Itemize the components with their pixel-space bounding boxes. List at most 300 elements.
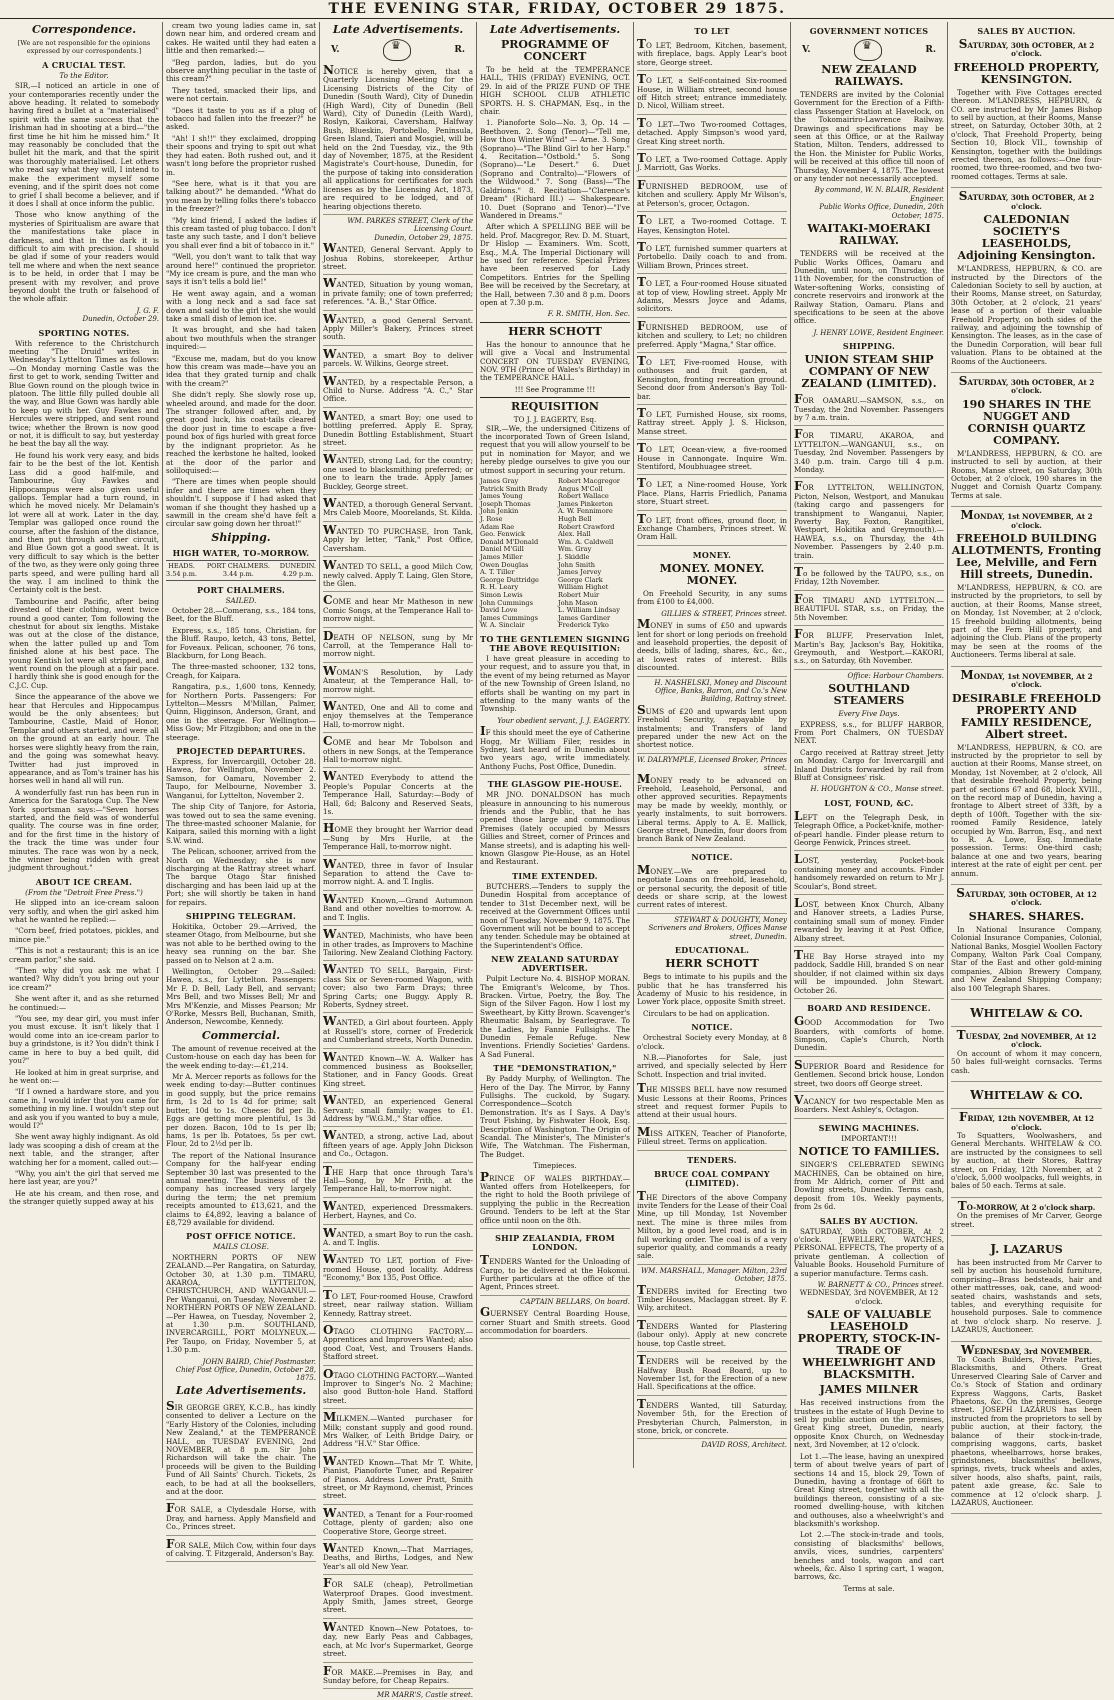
advertisement: MILKMEN.—Wanted purchaser for Milk; constant supply and good round. Mrs Walker, of Leith Bridge Dairy, or Address "H.V." Star Office. xyxy=(323,1411,473,1453)
auction-text: has been instructed from Mr Carver to sell by auction his household furniture, comprising—Brass bedsteads, hair and other mattresses, oak, cane, and wood-seated chairs, washstands and sets, tables, and everything requisite for household purposes. Sale to commence at two o'clock sharp. No reserve. J. LAZARUS, Auctioneer. xyxy=(951,1257,1102,1335)
advertisement: FOR OAMARU.—SAMSON, s.s., on Tuesday, the 2nd November. Passengers by 7 a.m. train. xyxy=(794,393,944,426)
signature: Office: Harbour Chambers. xyxy=(847,671,944,680)
section-heading: Correspondence. xyxy=(31,23,137,36)
advertisement: NOTICE is hereby given, that a Quarterly Licensing Meeting for the Licensing Districts of the City of Dunedin (South Ward), City of Dunedin (High Ward), City of Dunedin (Bell Ward), City of Dunedin (Leith Ward), Roslyn, Kaikorai, Caversham, Halfway Bush, Blueskin, Portobello, Peninsula, Green Island, Taieri and Mosgiel, will be held on the 2nd Tuesday, viz., the 9th day of November, 1875, at the Resident Magistrate's Court-house, Dunedin, for the purpose of taking into consideration all applications for certificates for such licenses as by the Licensing Act, 1873, are required to be lodged, and of hearing objections thereto. xyxy=(323,64,473,215)
advertisement: TO LET, a Two-roomed Cottage. Apply J. Marriott, Gas Works. xyxy=(637,152,787,177)
royal-crest: V. ♛ R. xyxy=(331,39,465,61)
signature-place: Chief Post Office, Dunedin, October 28, 1875. xyxy=(175,1366,316,1383)
signatory-name: James Cummings xyxy=(480,613,538,622)
signatory-name: James Miller xyxy=(480,553,523,561)
paragraph: Rangatira, p.s., 1,600 tons, Kennedy, for Northern Ports. Passengers: For Lyttelton—Messrs M'Millan, Palmer, Quinn, Higginson, Anderson, Grant, and one in the steerage. For Wellington—Miss Gow; Mr Fitzgibbon; and one in the steerage. xyxy=(166,682,316,742)
tide-cell: PORT CHALMERS. 3.44 p.m. xyxy=(206,561,270,579)
section-heading: Late Advertisements. xyxy=(175,1383,307,1397)
paragraph: BUTCHERS.—Tenders to supply the Dunedin Hospital from acceptance of tender to 31st December next, will be received at the Government Offices until noon of Tuesday, November 9, 1875. The Government will not be bound to accept any tender. Schedule may be obtained at the Superintendent's Office. xyxy=(480,881,630,950)
column-3 xyxy=(320,22,477,1700)
paragraph: SATURDAY, 30th OCTOBER, At 2 o'clock. JEWELLERY, WATCHES, PERSONAL EFFECTS, The property of a private gentleman. A collection of Valuable Books. Household Furniture of a superior manufacture. Terms cash. xyxy=(794,1226,944,1278)
auction-date: TUESDAY, 2nd NOVEMBER, At 12 o'clock. xyxy=(956,1028,1097,1050)
auction-title: 190 SHARES IN THE NUGGET AND CORNISH QUARTZ COMPANY. xyxy=(962,397,1091,447)
paragraph: Pulpit Lecture No. 4. BISHOP MORAN. The Emigrant's Welcome, by Thos. Bracken. Virtue, Poetry, the Boy. The Sign of the Silver Fagon. How I lost my Sweetheart, by Kitty Brown. Scavenger's Rheumatic Balsam, by Searlegrave. To the Ladies, by Fannie Fullsighs. The Dunedin Female Refuge. New Inventions. Friendly Societies' Gardens. A Sad Funeral. xyxy=(480,974,630,1059)
advertisement: WANTED, a smart Boy to deliver parcels. W. Wilkins, George street. xyxy=(323,348,473,373)
paragraph: NORTHERN PORTS OF NEW ZEALAND.—Per Rangatira, on Saturday, October 30, at 1.30 p.m. TIMARU, AKAROA, LYTTELTON, CHRISTCHURCH, AND WANGANUI.—Per Wanganui, on Tuesday, November 2. NORTHERN PORTS OF NEW ZEALAND.—Per Hawea, on Tuesday, November 2, at 1.30 p.m. SOUTHLAND, INVERCARGILL, PORT MOLYNEUX.—Per Taupo, on Friday, November 5, at 1.30 p.m. xyxy=(166,1252,316,1355)
ad-title: NEW ZEALAND RAILWAYS. xyxy=(821,63,917,88)
signatory-name: William Highet xyxy=(558,583,609,592)
paragraph: The report of the National Insurance Company for the half-year ending September 30 last was presented to the annual meeting. The business of the company has increased very largely during the term; the net premium receipts amounted to £13,621, and the claims to £4,892, leaving a balance of £8,729 available for dividend. xyxy=(166,1150,316,1227)
ad-title: REQUISITION xyxy=(511,400,599,414)
signature: WM. PARKES STREET, Clerk of the Licensing Court. xyxy=(347,216,473,234)
section-heading: Commercial. xyxy=(201,1028,281,1042)
caption-line: Timepieces. xyxy=(533,1161,577,1171)
paragraph: "You see, my dear girl, you must infer you must excuse. It isn't likely that I would come into an ice-cream parlor to buy a grindstone, is it? You didn't think I came in here to buy a bed quilt, did you?" xyxy=(9,1014,159,1066)
paragraph: The amount of revenue received at the Custom-house on each day has been for the week ending to-day:—£1,214. xyxy=(166,1043,316,1070)
ad-title: WAITAKI-MOERAKI RAILWAY. xyxy=(807,222,931,248)
signatory-name: Joseph Thomas xyxy=(480,499,531,508)
paragraph: "Why, you ain't the girl that served me here last year, are you?" xyxy=(9,1168,159,1187)
paragraph: He went away again, and a woman with a long neck and a sad face sat down and said to the girl that she would take a small dish of lemon ice. xyxy=(166,288,316,323)
auction-notice xyxy=(951,1002,1102,1027)
signatory-name: J. Skiddle xyxy=(558,553,590,561)
paragraph: "My kind friend, I asked the ladies if this cream tasted of plug tobacco. I don't taste any such taste, and I don't believe you shall ever find a bit of tobacco in it." xyxy=(166,215,316,250)
signatory-name: George Duttridge xyxy=(480,575,539,584)
advertisement: SUPERIOR Board and Residence for Gentlemen. Second brick house, London street, two doors off George street. xyxy=(794,1059,944,1092)
auction-notice xyxy=(951,190,1102,373)
auction-title: DESIRABLE FREEHOLD PROPERTY AND FAMILY RESIDENCE, Albert street. xyxy=(952,691,1101,741)
column-5 xyxy=(634,22,791,1468)
advertisement: PRINCE OF WALES BIRTHDAY.—Wanted offers from Hotelkeepers, for the right to hold the Booth privilege of supplying the public in the Recreation Ground. Tenders to be left at the Star office until noon on the 8th. xyxy=(480,1171,630,1229)
columns xyxy=(6,21,1108,1700)
paragraph: Lot 1.—The lease, having an unexpired term of about twelve years of part of sections 14 and 15, block 29, Town of Dunedin, having a frontage of 66ft to Great King street, together with all the buildings thereon, consisting of a six-roomed dwelling-house, with kitchen and outhouses, also a wheelwright's and blacksmith's workshop. xyxy=(794,1451,944,1528)
paragraph: cream two young ladies came in, sat down near him, and ordered cream and cakes. He waited until they had eaten a little and then remarked:— xyxy=(166,21,316,56)
signatory-name: Patrick Smith Brady xyxy=(480,484,548,493)
signatory-name: A. W. Fennimore xyxy=(558,507,613,516)
signatory-name: James Gardiner xyxy=(558,613,611,622)
auction-title: J. LAZARUS xyxy=(990,1241,1063,1256)
advertisement: WANTED Known—New Potatoes, to-day, new Early Peas and Cabbages, each, at Mc Ivor's Supermarket, George street. xyxy=(323,1621,473,1663)
paragraph: They tasted, smacked their lips, and were not certain. xyxy=(166,85,316,104)
auction-date: SATURDAY, 30th OCTOBER, At 2 o'clock. xyxy=(958,189,1095,211)
article-heading: ABOUT ICE CREAM. xyxy=(35,876,133,887)
paragraph: After which A SPELLING BEE will be held. Prof. Macgregor, Rev. D. M. Stuart, Dr Hislop — Examiners. Wm. Scott, Esq., M.A. The Imperial Dictionary will be used for reference. Special Prizes have been reserved for Lady Competitors. Entries for the Spelling Bee will be received by the Secretary, at the Hall, between 7.30 and 8 p.m. Doors open at 7.30 p.m. xyxy=(480,222,630,307)
paragraph: He looked at him in great surprise, and he went on:— xyxy=(9,1067,159,1085)
advertisement: GOOD Accommodation for Two Boarders, with comforts of home. Simpson, Caple's Church, North Dunedin. xyxy=(794,1015,944,1057)
article-heading: NOTICE. xyxy=(691,851,733,862)
advertisement: TO LET, a Self-contained Six-roomed House, in William street, second house off Hitch street; entrance immediately. D. Nicol, William street. xyxy=(637,73,787,115)
divider xyxy=(480,397,630,398)
paragraph: The Pelican, schooner, arrived from the North on Wednesday; she is now discharging at the Rattray street wharf. The barque Otago Star finished discharging and has been laid up at the Port; she will shortly be taken in hand for repairs. xyxy=(166,847,316,907)
article-heading: SHIP ZEALANDIA, FROM LONDON. xyxy=(495,1233,615,1253)
tide-heading: HIGH WATER, TO-MORROW. xyxy=(172,547,310,558)
paragraph: I have great pleasure in acceding to your request, and to assure you that, in the event of my being returned as Mayor of the new Township of Green Island, no efforts shall be wanting on my part in attending to the many wants of the Township. xyxy=(480,653,630,714)
advertisement: FOR LYTTELTON, WELLINGTON, Picton, Nelson, Westport, and Manukau (taking cargo and passengers for transhipment to Wanganui, Napier, Poverty Bay, Foxton, Rangitikei, Westport, Hokitika and Greymouth).—HAWEA, s.s., on Thursday, the 4th November. Passengers by 2.40 p.m. train. xyxy=(794,480,944,564)
auction-text: M'LANDRESS, HEPBURN, & CO. are instructed by the proprietor to sell by auction at their Rooms, Manse street, on Monday, 1st November, at 2 o'clock, All that desirable freehold Property, being part of sections 67 and 68, block XVIII., on the record map of Dunedin, having a frontage to Albert street of 33ft, by a depth of 100ft. Together with the six-roomed Family Residence, lately occupied by Wm. Barron, Esq., and next to R. A. Lowe, Esq. Immediate possession. Terms: One-third cash; balance at one and two years, bearing interest at the rate of eight per cent. per annum. xyxy=(951,742,1102,878)
advertisement: LEFT on the Telegraph Desk, in Telegraph Office, a Pocket-knife, mother-of-pearl handle. Finder please return to George Fenwick, Princes street. xyxy=(794,810,944,852)
article-heading: BRUCE COAL COMPANY (LIMITED). xyxy=(654,1168,770,1188)
paragraph: "Ah! I sh!!" they exclaimed, dropping their spoons and trying to spit out what they had eaten. Both rushed out, and it wasn't long before the proprietor rushed in. xyxy=(166,133,316,177)
paragraph: Mr A. Mercer reports as follows for the week ending to-day:—Butter continues in good supply, but the price remains firm, 1s 2d to 1s 4d for prime; salt butter, 10d to 1s. Cheese: 8d per lb. Eggs are getting more plentiful, 1s 3d per dozen. Bacon, 10d to 1s per lb; hams, 1s per lb. Potatoes, 5s per cwt. Flour, 2d to 2½d per lb. xyxy=(166,1072,316,1149)
paragraph: Express, s.s., 185 tons, Christian, for the Bluff. Raupo, ketch, 43 tons, Bettel, for Foveaux. Pelican, schooner, 76 tons, Blackburn, for Long Beach. xyxy=(166,625,316,660)
auction-text: M'LANDRESS, HEPBURN, & CO. are instructed to sell by auction, at their Rooms, Manse street, on Saturday, 30th October, at 2 o'clock, 190 shares in the Nugget and Cornish Quartz Company. Terms at sale. xyxy=(951,448,1102,500)
signatory-name: John Cummings xyxy=(480,598,533,607)
port-heading: PORT CHALMERS. xyxy=(196,584,286,595)
signature: F. R. SMITH, Hon. Sec. xyxy=(547,310,630,319)
section-heading: SHIPPING. xyxy=(842,341,896,352)
advertisement: TENDERS Wanted, till Saturday, November 5th, for the Erection of Presbyterian Church, Palmerston, in stone, brick, or concrete. xyxy=(637,1398,787,1440)
auction-date: WEDNESDAY, 3rd NOVEMBER. xyxy=(960,1342,1093,1357)
masthead: THE EVENING STAR, FRIDAY, OCTOBER 29 1875. xyxy=(0,0,1114,19)
signatory-name: Daniel M'Gill xyxy=(480,545,524,554)
advertisement: WANTED, experienced Dressmakers. Herbert, Haynes, and Co. xyxy=(323,1200,473,1225)
advertisement: SUMS of £20 and upwards lent upon Freehold Security, repayable by instalments; and Transfers of land prepared under the new Act on the shortest notice. xyxy=(637,704,787,754)
shipping-list xyxy=(794,393,944,670)
advertisement: THE MISSES BELL have now resumed Music Lessons at their Rooms, Princes street and request former Pupils to attend at their usual hours. xyxy=(637,1082,787,1124)
signatory-name: Wm. A. Caldwell xyxy=(558,537,614,546)
advertisement: TO LET, a Nine-roomed House, York Place. Plans, Harris Friedlich, Panama store, Stuart street. xyxy=(637,477,787,510)
tide-cell: DUNEDIN. 4.29 p.m. xyxy=(279,561,316,579)
article-heading: A CRUCIAL TEST. xyxy=(42,59,126,70)
signature: STEWART & DOUGHTY, Money Scriveners and Brokers, Offices Manse street, Dunedin. xyxy=(648,915,787,941)
advertisement: WANTED, by a respectable Person, a Child to Nurse. Address "A. C.," Star Office. xyxy=(323,375,473,408)
signatory-name: Owen Douglas xyxy=(480,560,529,569)
signatory-name: Robert Crawford xyxy=(558,522,615,531)
advertisement: OTAGO CLOTHING FACTORY.—Apprentices and Improvers Wanted; also good Coat, Vest, and Trousers Hands. Stafford street. xyxy=(323,1324,473,1366)
section-heading: Late Advertisements. xyxy=(332,23,464,36)
signatory-name: James Jervey xyxy=(558,568,602,577)
advertisement: WANTED TO PURCHASE, Iron Tank, Apply by letter, "Tank," Post Office, Caversham. xyxy=(323,524,473,557)
signature: CAPTAIN BELLARS, On board. xyxy=(520,1297,630,1306)
paragraph: "This is not a restaurant; this is an ice cream parlor," she said. xyxy=(9,946,159,964)
signatory-name: James Young xyxy=(480,492,523,501)
article-heading: THE "DEMONSTRATION," xyxy=(493,1063,617,1074)
ad-title: JAMES MILNER xyxy=(819,1383,919,1397)
section-heading: TO LET xyxy=(694,26,730,36)
advertisement: WANTED Known,—That Marriages, Deaths, and Births, Lodges, and New Year's all old New Year. xyxy=(323,1542,473,1575)
signatory-name: Robert Macgregor xyxy=(558,477,620,486)
terms-line: Terms at sale. xyxy=(843,1583,895,1593)
advertisement: WANTED, a good General Servant. Apply Miller's Bakery, Princes street south. xyxy=(323,313,473,346)
paragraph: By Paddy Murphy, of Wellington. The Hero of the Day. The Mirror, by Fanny Fullsighs. The cuckold, by Sugary. Correspondence—Scotch Demonstration. It's as I Says. A Day's Trout Fishing, by Fishwater Hook, Esq. Description of Washington. The Origin of Scandal. The Minister's, The Minister's Wife, The Watchman. The Fisherman, The Budget. xyxy=(480,1074,630,1159)
article-heading: NOTICE. xyxy=(691,1022,733,1033)
advertisement: WANTED Known—W. A. Walker has commenced business as Bookseller, Stationer, and in Fancy Goods. Great King street. xyxy=(323,1051,473,1093)
paragraph: With reference to the Christchurch meeting "The Druid" writes in Wednesday's Lyttelton Times as follows:—On Monday morning Castle was the first to get to work, sending Twitter and Blue Gown round on the plough twice in platoon. The little filly pulled double all the way, and Blue Gown was hardly able to keep up with her. Guy Fawkes and Hercules were stripped, and sent round twice; whether the Brown is now good or not, it is difficult to say, but yesterday he beat the bay all the way. xyxy=(9,338,159,449)
signatory-name: Frederick Tyko xyxy=(558,621,609,630)
ad-title: MONEY. MONEY. MONEY. xyxy=(659,561,765,587)
signatory-name: Alex. Hall xyxy=(558,530,591,539)
article-heading: PROJECTED DEPARTURES. xyxy=(176,746,306,757)
advertisement: WANTED Everybody to attend the People's Popular Concerts at the Temperance Hall, Saturday:—Body of Hall, 6d; Balcony and Reserved Seats, 1s. xyxy=(323,770,473,820)
paragraph: She went after it, and as she returned he continued:— xyxy=(9,994,159,1012)
article-heading: NEW ZEALAND SATURDAY ADVERTISER. xyxy=(491,954,619,974)
editor-note: [We are not responsible for the opinions expressed by our correspondents.] xyxy=(17,39,151,56)
advertisement: TO LET, Bedroom, Kitchen, basement, with fireplace, bags. Apply Lear's boot store, George street. xyxy=(637,38,787,71)
ad-title: HERR SCHOTT xyxy=(665,957,759,971)
signatory-name: John Jenkin xyxy=(480,507,519,516)
advertisement: FURNISHED BEDROOM, use of kitchen and scullery. Apply Mr Wilson's, at Peterson's, grocer, Octagon. xyxy=(637,179,787,212)
date-line: WEDNESDAY, 3rd NOVEMBER, At 12 o'clock. xyxy=(799,1288,939,1306)
mails-label: MAILS CLOSE. xyxy=(213,1242,269,1252)
advertisement: GUERNSEY Central Boarding House, corner Stuart and Smith streets. Good accommodation for boarders. xyxy=(480,1306,630,1339)
paragraph: She didn't reply. She slowly rose up, wheeled around, and made for the door. The stranger followed after, and, by great good luck, his coat-tails cleared the door just in time to escape a five-pound box of figs hurled with great force by the indignant proprietor. As he reached the kerbstone he halted, looked at the door of the parlor and soliloquised:— xyxy=(166,390,316,475)
lost-found-list xyxy=(794,810,944,999)
signature: J. HENRY LOWE, Resident Engineer. xyxy=(813,328,944,337)
advertisement: WANTED Known—That Mr T. White, Pianist, Pianoforte Tuner, and Repairer of Pianos. Address Lower Pratt, Smith street, or Mr Raymond, chemist, Princes street. xyxy=(323,1455,473,1505)
auction-notice xyxy=(951,1200,1102,1236)
auction-date: SATURDAY, 30th OCTOBER, At 2 o'clock. xyxy=(958,37,1095,59)
auction-list xyxy=(951,38,1102,1514)
auction-date: SATURDAY, 30th OCTOBER, At 2 o'clock. xyxy=(958,373,1095,396)
tide-cell: HEADS. 3.54 p.m. xyxy=(166,561,197,579)
advertisement: OTAGO CLOTHING FACTORY.—Wanted Improver to Singer's No. 2 Machine; also good Button-hole Hand. Stafford street. xyxy=(323,1368,473,1410)
signature: H. NASHELSKI, Money and Discount Office, Banks, Barron, and Co.'s New Building, Rattray street. xyxy=(654,678,787,704)
auction-notice xyxy=(951,1344,1102,1515)
article-heading: TO THE GENTLEMEN SIGNING THE ABOVE REQUISITION: xyxy=(480,633,630,653)
column-2 xyxy=(163,21,320,1558)
auction-text: On the premises of Mr Carver, George street. xyxy=(951,1211,1102,1229)
signature: W. DALRYMPLE, Licensed Broker, Princes street. xyxy=(637,755,787,773)
auction-notice xyxy=(951,38,1102,188)
emphasis-line: !!! See Programme !!! xyxy=(514,384,596,394)
section-heading: TENDERS. xyxy=(687,1154,737,1165)
auction-title: SHARES. SHARES. xyxy=(968,909,1085,923)
ad-title: NOTICE TO FAMILIES. xyxy=(798,1145,940,1159)
addressee: TO J. J. EAGERTY, Esq. xyxy=(513,415,597,425)
paragraph: Orchestral Society every Monday, at 8 o'clock. xyxy=(637,1033,787,1051)
advertisement: DEATH OF NELSON, sung by Mr Carroll, at the Temperance Hall to-morrow night. xyxy=(323,630,473,663)
paragraph: She went away highly indignant. As old lady was scooping a dish of cream at the next table, and the stranger, after watching her for a moment, called out:— xyxy=(9,1132,159,1167)
advertisement: FOR TIMARU, AKAROA, and LYTTELTON.—WANGANUI, s.s., on Tuesday, 2nd November. Passengers by 3.40 p.m. train. Cargo till 4 p.m. Monday. xyxy=(794,428,944,478)
paragraph: SINGER'S CELEBRATED SEWING MACHINES, Can be obtained on hire, from Mr Aldrich, corner of Pitt and Dowling streets, Dunedin. Terms cash, deposit from 10s. Weekly payments, from 2s 6d. xyxy=(794,1160,944,1212)
paragraph: SIR,—We, the undersigned Citizens of the incorporated Town of Green Island, request that you will allow yourself to be put in nomination for Mayor, and we hereby pledge ourselves to give you our utmost support in securing your return. xyxy=(480,423,630,475)
advertisement: SIR GEORGE GREY, K.C.B., has kindly consented to deliver a Lecture on the "Early History of the Colonies, including New Zealand," at the TEMPERANCE HALL, on TUESDAY EVENING, 2nd NOVEMBER, at 8 p.m. Sir John Richardson will take the chair. The proceeds will be given to the Building Fund of All Saints' Church. Tickets, 2s each, to be had at all the booksellers, and at the door. xyxy=(166,1400,316,1500)
advertisement: WANTED, a Tenant for a Four-roomed Cottage, plenty of garden; also one Cooperative Store, George street. xyxy=(323,1507,473,1540)
column-4 xyxy=(477,22,634,1468)
signatory-name: John Smith xyxy=(558,560,595,569)
paragraph: "See here, what is it that you are talking about?" he demanded. "What do you mean by telling folks there's tobacco in the freezer?" xyxy=(166,178,316,214)
signatory-name: James Pinkerton xyxy=(558,499,613,508)
auction-title: FREEHOLD PROPERTY, KENSINGTON. xyxy=(953,60,1100,86)
advertisement: LOST, between Knox Church, Albany and Hanover streets, a Ladies Purse, containing small sum of money. Finder rewarded by leaving it at Post Office, Albany street. xyxy=(794,897,944,947)
article-subheading: (From the "Detroit Free Press.") xyxy=(25,887,143,897)
advertisement: WANTED TO LET, portion of Five-roomed House, good locality. Address "Economy," Box 135, Post Office. xyxy=(323,1253,473,1286)
paragraph: It was brought, and she had taken about two mouthfuls when the stranger inquired:— xyxy=(166,325,316,352)
paragraph: October 28.—Comerang, s.s., 184 tons, Beet, for the Bluff. xyxy=(166,605,316,624)
paragraph: Express, for Invercargill, October 28. Hawea, for Wellington, November 2. Samson, for Oamaru, November 2. Taupo, for Melbourne, November 3. Wanganui, for Lyttelton, November 2. xyxy=(166,757,316,800)
advertisement: TO LET, front offices, ground floor, in Exchange Chambers, Princes street. W. Oram Hall. xyxy=(637,513,787,546)
paragraph: EXPRESS, s.s., for BLUFF HARBOR, From Port Chalmers, ON TUESDAY NEXT. xyxy=(794,719,944,746)
signature: W. BARNETT & CO., Princes street. xyxy=(817,1281,944,1290)
signature: JOHN BAIRD, Chief Postmaster. xyxy=(202,1357,316,1366)
advertisement: MONEY in sums of £50 and upwards lent for short or long periods on freehold and leasehold properties, the deposit of deeds, bills of lading, shares, &c., &c., at lowest rates of interest. Bills discounted. xyxy=(637,618,787,676)
advertisement: FOR MAKE.—Premises in Bay, and Sunday before, for Cheap Repairs. xyxy=(323,1665,473,1690)
signature-place: Public Works Office, Dunedin, 20th October, 1875. xyxy=(819,203,944,220)
advertisement: WANTED, strong Lad, for the country; one used to blacksmithing preferred; or one to learn the trade. Apply James Buckley, George street. xyxy=(323,453,473,495)
signatory-name: James Gray xyxy=(480,477,519,486)
signature: Your obedient servant, J. J. EAGERTY. xyxy=(497,716,630,725)
paragraph: "Then why did you ask me what I wanted? Why didn't you bring out your ice cream?" xyxy=(9,966,159,992)
advertisement: TO LET—Two Two-roomed Cottages, detached. Apply Simpson's wood yard, Great King street north. xyxy=(637,117,787,150)
auction-text: M'LANDRESS, HEPBURN, & CO. are instructed by the proprietors, to sell by auction, at their Rooms, Manse street, on Monday, 1st November, at 2 o'clock, 15 freehold building allotments, being part of the Fern Hill property, and adjoining the Club. Plans of the property may be seen at the rooms of the Auctioneers. Terms liberal at sale. xyxy=(951,583,1102,660)
ad-title: PROGRAMME OF CONCERT xyxy=(500,38,610,63)
paragraph: "There are times when people should infer and there are times when they shouldn't. I suppose if I had asked that woman if she thought they hashed up a sawmill in the cream she'd have felt a circular saw going down her throat!" xyxy=(166,477,316,529)
advertisement: WANTED, Situation by young woman, in private family; one of town preferred; references. "A. B.," Star Office. xyxy=(323,277,473,310)
column-7 xyxy=(948,22,1105,1507)
paragraph: He found his work very easy, and bids fair to be the best of the lot. Kentish Lass did a good half-mile, and Tambourine, Guy Fawkes and Hippocampus were also given useful gallops. Templar had a turn round, in which he moved nicely. Mr Delamain's lot were all at work. Later in the day, Templar was galloped once round the course, after the fashion of the distance, and then put through another circuit, and Blue Gown got a good sweat. It is very difficult to say which is the better of the two, as they were only going three parts speed, and were pulling hard all the way. I am inclined to think the Certainty colt is the best. xyxy=(9,450,159,595)
advertisement: TENDERS will be received by the Halfway Bush Road Board, up to November 1st, for the Erection of a new Hall. Specifications at the office. xyxy=(637,1354,787,1396)
advertisement: WANTED, Machinists, who have been in other trades, as Improvers to Machine Tailoring. New Zealand Clothing Factory. xyxy=(323,928,473,961)
advertisement: WANTED, an experienced General Servant; small family; wages to £1. Address by "W.G.M.," Star office. xyxy=(323,1094,473,1127)
paragraph: Tambourine and Pacific, after being divested of their clothing, went twice round a good canter, Tom following the chestnut for about six lengths. Mistake was out at the close of the distance, when the latter pulled up and Tom finished alone at his best pace. The young Kentish lot were all stripped, and went round on the plough at a fair pace. I hardly think she is good enough for the C.J.C. Cup. xyxy=(9,596,159,690)
advertisement: TO LET, a Four-roomed House situated at top of view, Howling street. Apply Mr Adams, Messrs Joyce and Adams, solicitors. xyxy=(637,276,787,318)
article-heading: POST OFFICE NOTICE. xyxy=(186,1231,296,1242)
section-heading: Late Advertisements. xyxy=(489,23,621,36)
advertisement: WOMAN'S Resolution, by Lady Amateur, at the Temperance Hall, to-morrow night. xyxy=(323,665,473,698)
auction-text: In National Insurance Company, Colonial Insurance Companies, Colonial, National Banks, Mosgiel Woollen Factory Company, Walton Park Coal Company, Star of the East and other gold-mining companies, Albion Brewery Company, and New Zealand Shipping Company; also 100 Telegraph Shares. xyxy=(951,924,1102,993)
advertisement: WANTED, One and All to come and enjoy themselves at the Temperance Hall, to-morrow night. xyxy=(323,700,473,733)
paragraph: "Beg pardon, ladies, but do you observe anything peculiar in the taste of this cream?" xyxy=(166,57,316,84)
auction-notice xyxy=(951,509,1102,666)
advertisement: MONEY ready to be advanced on Freehold, Leasehold, Personal, and other approved securities. Repayments may be made by weekly, monthly, or yearly instalments, to suit borrowers. Liberal terms. Apply to A. E. Mallick, George street, Dunedin, four doors from branch Bank of New Zealand. xyxy=(637,773,787,848)
sailed-label: SAILED. xyxy=(225,595,257,605)
auction-notice xyxy=(951,1029,1102,1082)
paragraph: Cargo received at Rattray street Jetty on Monday. Cargo for Invercargill and Inland Districts forwarded by rail from Bluff at Consignees' risk. xyxy=(794,747,944,782)
column-6 xyxy=(791,22,948,1593)
signatory-name: Robert Muir xyxy=(558,590,600,599)
advertisement: WANTED, three in favor of Insular Separation to attend the Cave to-morrow night. A. and T. Inglis. xyxy=(323,858,473,891)
advertisement: WANTED, a strong, active Lad, about fifteen years of age. Apply John Dickson and Co., Octagon. xyxy=(323,1129,473,1162)
auction-notice xyxy=(951,1238,1102,1342)
royal-crest: V. ♛ R. xyxy=(802,39,936,61)
emphasis-line: IMPORTANT!!! xyxy=(841,1133,897,1143)
signature-place: Dunedin, October 29, 1875. xyxy=(374,233,473,242)
advertisement: FOR SALE, Milch Cow, within four days of calving. T. Fitzgerald, Anderson's Bay. xyxy=(166,1538,316,1563)
tide-table xyxy=(166,560,316,581)
advertisement: COME and hear Mr Tobolson and others in new Songs, at the Temperance Hall to-morrow night. xyxy=(323,735,473,768)
ad-title: SALE OF VALUABLE LEASEHOLD PROPERTY, STOCK-IN-TRADE OF WHEELWRIGHT AND BLACKSMITH. xyxy=(797,1308,941,1382)
signature-place: Dunedin, October 29. xyxy=(82,315,159,324)
auction-date: MONDAY, 1st NOVEMBER, At 2 o'clock. xyxy=(960,508,1093,530)
paragraph: "Does it taste to you as if a plug of tobacco had fallen into the freezer?" he asked. xyxy=(166,105,316,132)
paragraph: To be held at the TEMPERANCE HALL, THIS (FRIDAY) EVENING, OCT. 29. In aid of the PRIZE FUND OF THE HIGH SCHOOL CLUB ATHLETIC SPORTS. H. S. CHAPMAN, Esq., in the chair. xyxy=(480,65,630,117)
signatory-name: Wm. Gray xyxy=(558,545,592,554)
paragraph: "Excuse me, madam, but do you know how this cream was made—have you an idea that they grated turnip and chalk with the cream?" xyxy=(166,353,316,388)
auction-title: WHITELAW & CO. xyxy=(970,1006,1083,1021)
paragraph: SIR,—I noticed an article in one of your contemporaries recently under the above heading. It related to somebody having fired a bullet at a "materialised" spirit with the same success that the Irishman had in shooting at a bird—"the first time he hit him he missed him." It may reasonably be concluded that the bullet hit the mark, and that the spirit was thoroughly materialised. Let others who read say what they will, I intend to make the experiment myself some evening, and if the spirit does not come to grief I shall become a believer, and if it does I shall at once inform the public. xyxy=(9,81,159,208)
auction-notice xyxy=(951,1111,1102,1198)
auction-title: WHITELAW & CO. xyxy=(970,1088,1083,1103)
auction-title: FREEHOLD BUILDING ALLOTMENTS, Fronting Lee, Melville, and Fern Hill streets, Dunedin. xyxy=(951,532,1102,582)
signatory-name: Simon Lewis xyxy=(480,590,523,599)
advertisement: COME and hear Mr Matheson in new Comic Songs, at the Temperance Hall to-morrow night. xyxy=(323,594,473,627)
section-heading: Shipping. xyxy=(211,530,271,544)
auction-notice xyxy=(951,375,1102,507)
advertisement: TO LET, Four-roomed House, Crawford street, near railway station. William Kennedy, Rattray street. xyxy=(323,1289,473,1322)
auction-title: CALEDONIAN SOCIETY'S LEASEHOLDS, Adjoining Kensington. xyxy=(957,213,1096,263)
auction-text: On account of whom it may concern, 50 bales full-weight cornsacks. Terms cash. xyxy=(951,1048,1102,1075)
auction-date: TO-MORROW, At 2 o'clock sharp. xyxy=(957,1198,1096,1213)
advertisement: WANTED TO SELL, a good Milch Cow, newly calved. Apply T. Laing, Glen Store, the Glen. xyxy=(323,559,473,592)
paragraph: "Well, you don't want to talk that way around here!" continued the proprietor. "My ice cream is pure, and the man who says it isn't tells a bold lie!" xyxy=(166,252,316,287)
signatory-name: David Love xyxy=(480,606,518,615)
auction-date: SATURDAY, 30th OCTOBER, At 12 o'clock. xyxy=(956,886,1097,908)
section-heading: SALES BY AUCTION. xyxy=(819,1215,919,1226)
paragraph: Lot 2.—The stock-in-trade and tools, consisting of blacksmiths' bellows, anvils, vices, sundries, carpenters' benches and tools, wagon and cart wheels, &c. Also 1 spring cart, 1 wagon, barrows, &c. xyxy=(794,1530,944,1582)
signature: DAVID ROSS, Architect. xyxy=(701,1441,787,1450)
paragraph: 1. Pianoforte Solo—No. 3, Op. 14 — Beethoven. 2. Song (Tenor)—"Tell me, How thou Winter Wind" — Arne. 3. Song (Soprano)—"The Blind Girl to her Harp." 4. Recitation—"Ostbold." 5. Song (Soprano)—"Le Desert." 6. Duet (Soprano and Contralto)—"Flowers of the Wildwood." 7. Song (Bass)—"The Galdrions." 8. Recitation—"Clarence's Dream" (Richard III.) — Shakespeare. 10. Duet (Soprano and Tenor)—"I've Wandered in Dreams." xyxy=(480,118,630,220)
paragraph: N.B.—Pianofortes for Sale, just arrived, and specially selected by Herr Schott. Inspection and trial invited. xyxy=(637,1052,787,1079)
ad-subtitle: Every Five Days. xyxy=(838,709,900,719)
section-heading: SALES BY AUCTION. xyxy=(977,26,1076,36)
signatory-name: Adam Rae xyxy=(480,522,515,531)
signature: H. HOUGHTON & CO., Manse street. xyxy=(810,785,944,794)
advertisement: FOR BLUFF, Preservation Inlet, Martin's Bay, Jackson's Bay, Hokitika, Greymouth, and Westport.—KAKORI, s.s., on Saturday, 6th November. xyxy=(794,628,944,670)
signature: GILLIES & STREET, Princes street. xyxy=(661,609,787,618)
coat-of-arms-icon xyxy=(854,39,882,61)
advertisement: MONEY.—We are prepared to negotiate Loans on freehold, leasehold, or personal security, the deposit of title deeds or share scrip, at the lowest current rates of interest. xyxy=(637,864,787,914)
signatory-name: L. William Lindsay xyxy=(558,606,620,615)
advertisement: FOR SALE, a Clydesdale Horse, with Dray, and harness. Apply Mansfield and Co., Princes street. xyxy=(166,1502,316,1535)
advertisement: TO LET, Five-roomed House, with outhouses and fruit garden, at Kensington, fronting recreation ground. Second door from Anderson's Bay Toll-bar. xyxy=(637,355,787,405)
ad-title: SOUTHLAND STEAMERS xyxy=(828,682,910,708)
board-list xyxy=(794,1015,944,1119)
divider xyxy=(480,322,630,323)
paragraph: Has received instructions from the trustees in the estate of Hugh Devine to sell by public auction on the premises, Great King street, Dunedin, nearly opposite Knox Church, on Wednesday next, 3rd November, at 12 o'clock. xyxy=(794,1398,944,1450)
advertisement: TENDERS Wanted for the Unloading of Cargo, to be delivered at the Hokonui. Further particulars at the office of the Agent, Princes street. xyxy=(480,1254,630,1296)
auction-text: M'LANDRESS, HEPBURN, & CO. are instructed by the Directors of the Caledonian Society to sell by auction, at their Rooms, Manse street, on Saturday, 30th October, at 2 o'clock, 21 years' lease of a portion of their valuable Freehold Property, on both sides of the railway, and adjoining the township of Kensington. The leases, as in the case of the Dunedin Corporation, will bear full valuation. Plans to be obtained at the Rooms of the Auctioneers. xyxy=(951,264,1102,366)
advertisement: WANTED TO SELL, Bargain, First-class Six or Seven-roomed Wagon, with cover; also two Farm Drays; three Spring Carts; one Buggy. Apply R. Roberts, Sydney street. xyxy=(323,963,473,1013)
advertisement: LOST, yesterday, Pocket-book containing money and accounts. Finder handsomely rewarded on return to Mr J. Scoular's, Bond street. xyxy=(794,853,944,895)
paragraph: TENDERS are invited by the Colonial Government for the Erection of a Fifth-class Passenger Station at Havelock, on the Tokomairiro-Lawrence Railway. Drawings and specifications may be seen at this Office, or at the Railway Station, Milton. Tenders, addressed to the Hon. the Minister for Public Works, will be received at this office till noon of Thursday, November 4, 1875. The lowest or any tender not necessarily accepted. xyxy=(794,90,944,184)
auction-text: To Coach Builders, Private Parties, Blacksmiths, and Others. Great Unreserved Clearing Sale of Carver and Co.'s Stock of Station and ordinary Express Waggons, Carts, Basket Phaetons, &c. On the premises, George street. JOSEPH LAZARUS has been instructed from the proprietors to sell by public auction, at their factory, the balance of their stock-in-trade, comprising waggons, carts, basket phaetons, wheelbarrows, horse brakes, grindstones, blacksmiths' bellows, springs, rivets, truck wheels and axles, silver hoods, also shafts, paint, rails, patent axle grease, &c. Sale to commence at 12 o'clock sharp. J. LAZARUS, Auctioneer. xyxy=(951,1355,1102,1507)
advertisement: THE Directors of the above Company invite Tenders for the Lease of their Coal Mine, up till Monday, 1st November next. The mine is three miles from Milton, by a good level road, and is in full working order. The coal is of a very superior quality, and commands a ready sale. xyxy=(637,1190,787,1265)
advertisement: TENDERS invited for Erecting two Timber Houses, Maclaggan street. By F. Wily, architect. xyxy=(637,1284,787,1317)
advertisement: THE Bay Horse strayed into my paddock, Saddle Hill, branded S on near shoulder, if not claimed within six days will be impounded. John Stewart. October 26. xyxy=(794,949,944,999)
paragraph: He slipped into an ice-cream saloon very softly, and when the girl asked him what he wanted he replied:— xyxy=(9,898,159,924)
advertisement: TENDERS Wanted for Plastering (labour only). Apply at new concrete house, top Castle street. xyxy=(637,1319,787,1352)
advertisement: FOR SALE (cheap), Petrollmetian Waterproof Drapes. Good investment. Apply Smith, James street, George street. xyxy=(323,1577,473,1619)
paragraph: Wellington, October 29.—Sailed: Hawea, s.s., for Lyttelton. Passengers: Mr F. D. Bell, Lady Bell, and servant; Mrs Bell, and two Misses Bell; Mr and Mrs M'Kenzie, and Misses Pearson; Mr O'Rorke, Messrs Bell, Buchanan, Smith, Anderson, Newcombe, Kennedy. xyxy=(166,967,316,1027)
signature: J. G. F. xyxy=(136,306,159,315)
signatory-name: J. Rose xyxy=(480,515,503,524)
advertisement: WANTED, a Girl about fourteen. Apply at Russell's store, corner of Frederick and Cumberland streets, North Dunedin. xyxy=(323,1015,473,1048)
to-let-list xyxy=(637,38,787,546)
signature: By command, W. N. BLAIR, Resident Engineer. xyxy=(814,186,944,203)
advertisement: THE Harp that once through Tara's Hall—Song, by Mr Frith, at the Temperance Hall, to-morrow night. xyxy=(323,1165,473,1198)
auction-notice xyxy=(951,669,1102,885)
section-heading: LOST, FOUND, &C. xyxy=(824,797,914,808)
advertisement: TO LET, furnished summer quarters at Portobello. Daily coach to and from. William Brown, Princes street. xyxy=(637,241,787,274)
article-heading: SPORTING NOTES. xyxy=(38,327,130,338)
paragraph: TENDERS will be received at the Public Works Offices, Oamaru and Dunedin, until noon, on Thursday, the 11th November, for the construction of Water-softening Works, consisting of concrete reservoirs and ironwork at the Railway Station, Oamaru. Plans and specifications to be seen at the above office. xyxy=(794,249,944,326)
advertisement: TO LET, Furnished House, six rooms, Rattray street. Apply J. S. Hickson, Manse street. xyxy=(637,407,787,440)
advertisement: IF this should meet the eye of Catherine Hogg, Mr William Filer, resides in Sydney, last heard of in Dunedin about two years ago, write immediately. Anthony Fuchs, Post Office, Dunedin. xyxy=(480,725,630,775)
signature: MR MARR'S, Castle street. xyxy=(377,1691,473,1700)
advertisement: TO LET, Ocean-view, a five-roomed House in Cannongate. Inquire Wm. Stentiford, Moubhuagee street. xyxy=(637,442,787,475)
signatory-name: Hugh Bell xyxy=(558,515,592,524)
paragraph: MR JNO. DONALDSON has much pleasure in announcing to his numerous friends and the Public, that he has opened those large and commodious Premises (lately occupied by Messrs Gillies and Street, corner of Princes and Manse streets), and is adapting his well-known Glasgow Pie-House, as an Hotel and Restaurant. xyxy=(480,790,630,867)
section-heading: SEWING MACHINES. xyxy=(818,1122,920,1133)
signatory-name: Robert Wallace xyxy=(558,492,609,501)
advertisement: FURNISHED BEDROOM, use of kitchen and scullery, to Let; no children preferred. Apply "Magna," Star office. xyxy=(637,320,787,353)
article-subheading: To the Editor. xyxy=(59,70,109,80)
paragraph: Circulars to be had on application. xyxy=(643,1008,770,1018)
section-heading: MONEY. xyxy=(692,549,732,560)
paragraph: Those who know anything of the mysteries of Spiritualism are aware that the manifestations take place in darkness, and that in the dark it is difficult to aim with precision. I should be glad if some of your readers would tell me where and when the next seance is to be held, in order that I may be present with my revolver, and prove beyond doubt the truth or falsehood of the whole affair. xyxy=(9,210,159,304)
article-heading: THE GLASGOW PIE-HOUSE. xyxy=(487,779,623,790)
paragraph: "Corn beef, fried potatoes, pickles, and mince pie." xyxy=(9,926,159,944)
paragraph: Has the honour to announce that he will give a Vocal and Instrumental CONCERT ON TUESDAY EVENING, NOV. 9TH (Prince of Wales's Birthday) in the TEMPERANCE HALL. xyxy=(480,339,630,383)
paragraph: The three-masted schooner, 132 tons, Creagh, for Kaipara. xyxy=(166,662,316,680)
signatory-name: Donald M'Donald xyxy=(480,537,539,546)
paragraph: He ate his cream, and then rose, and the stranger quietly supped away at his xyxy=(9,1188,159,1207)
section-heading: EDUCATIONAL. xyxy=(674,945,750,956)
